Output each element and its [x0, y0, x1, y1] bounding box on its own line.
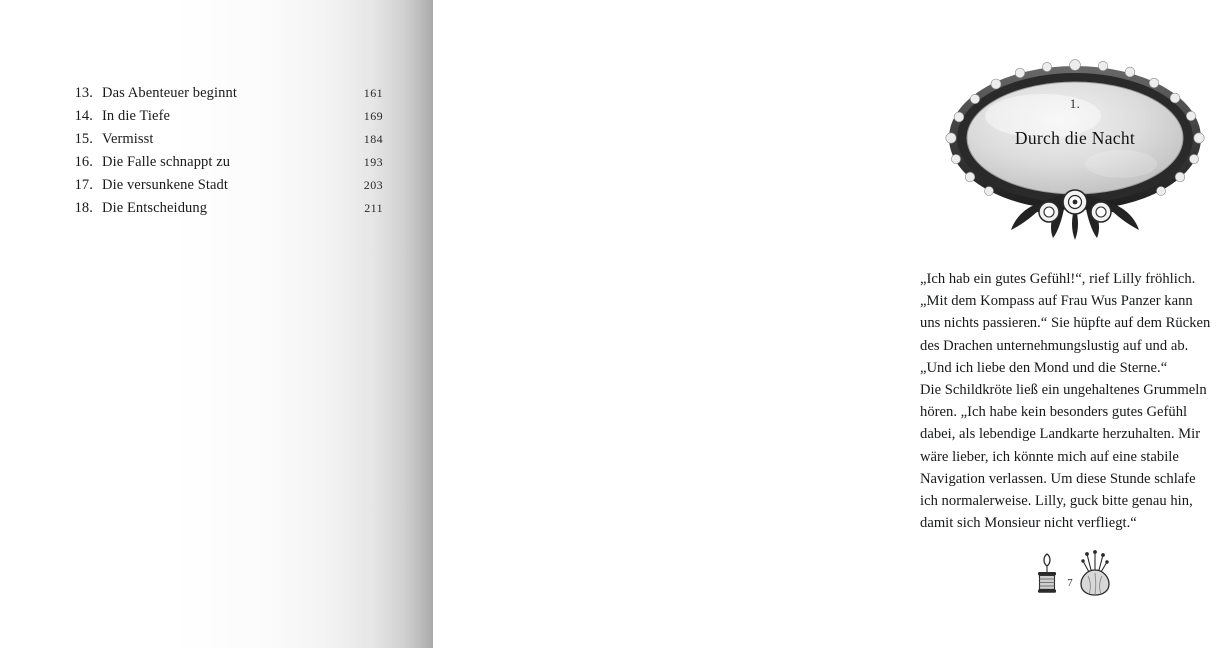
- body-line: Die Schildkröte ließ ein ungehaltenes Grummeln: [920, 382, 1207, 399]
- body-line: ich normalerweise. Lilly, guck bitte genau hin,: [920, 493, 1193, 510]
- body-line: dabei, als lebendige Landkarte herzuhalten. Mir: [920, 426, 1201, 443]
- body-line: hören. „Ich habe kein besonders gutes Gefühl: [920, 404, 1188, 421]
- body-line: des Drachen unternehmungslustig auf und ab.: [920, 337, 1189, 354]
- list-item[interactable]: [63, 85, 383, 108]
- toc-entry-page: 161: [363, 86, 383, 100]
- page-number: 7: [1067, 578, 1073, 589]
- chapter-body-text: [920, 268, 1220, 534]
- toc-entry-title: Die Entscheidung: [102, 200, 208, 216]
- chapter-title: Durch die Nacht: [1014, 128, 1136, 148]
- toc-entry-title: Die Falle schnappt zu: [102, 154, 231, 170]
- body-line: „Mit dem Kompass auf Frau Wus Panzer kann: [920, 293, 1193, 310]
- list-item[interactable]: [63, 108, 383, 131]
- list-item[interactable]: [63, 177, 383, 200]
- toc-entry-page: 211: [364, 201, 383, 215]
- toc-entry-number: 18.: [74, 200, 93, 216]
- left-page: [0, 0, 433, 648]
- page-footer: [920, 552, 1220, 606]
- floral-oval-frame-icon: [925, 46, 1225, 246]
- body-line: Navigation verlassen. Um diese Stunde schlafe: [920, 470, 1196, 487]
- toc-entry-number: 15.: [74, 131, 93, 147]
- toc-entry-title: Die versunkene Stadt: [102, 177, 229, 193]
- list-item[interactable]: [63, 131, 383, 154]
- toc-entry-number: 14.: [74, 108, 93, 124]
- toc-entry-number: 13.: [74, 85, 93, 101]
- body-line: „Ich hab ein gutes Gefühl!“, rief Lilly fröhlich.: [920, 271, 1196, 287]
- toc-entry-page: 184: [363, 132, 383, 146]
- list-item[interactable]: [63, 200, 383, 223]
- pincushion-icon: [1078, 550, 1112, 603]
- toc-entry-page: 169: [363, 109, 383, 123]
- body-line: „Und ich liebe den Mond und die Sterne.“: [920, 359, 1168, 376]
- body-line: wäre lieber, ich könnte mich auf eine stabile: [920, 448, 1179, 465]
- body-line: damit sich Monsieur nicht verfliegt.“: [920, 515, 1137, 532]
- list-item[interactable]: [63, 154, 383, 177]
- toc-entry-number: 17.: [74, 177, 93, 193]
- toc-entry-title: Das Abenteuer beginnt: [102, 85, 237, 101]
- toc-entry-page: 193: [363, 155, 383, 169]
- table-of-contents: [63, 85, 383, 223]
- toc-entry-title: In die Tiefe: [102, 108, 171, 124]
- right-page: [433, 0, 1211, 648]
- toc-entry-title: Vermisst: [102, 131, 154, 147]
- toc-entry-number: 16.: [74, 154, 93, 170]
- body-line: uns nichts passieren.“ Sie hüpfte auf dem Rücken: [920, 315, 1211, 332]
- toc-entry-page: 203: [363, 178, 383, 192]
- chapter-number: 1.: [1069, 96, 1081, 111]
